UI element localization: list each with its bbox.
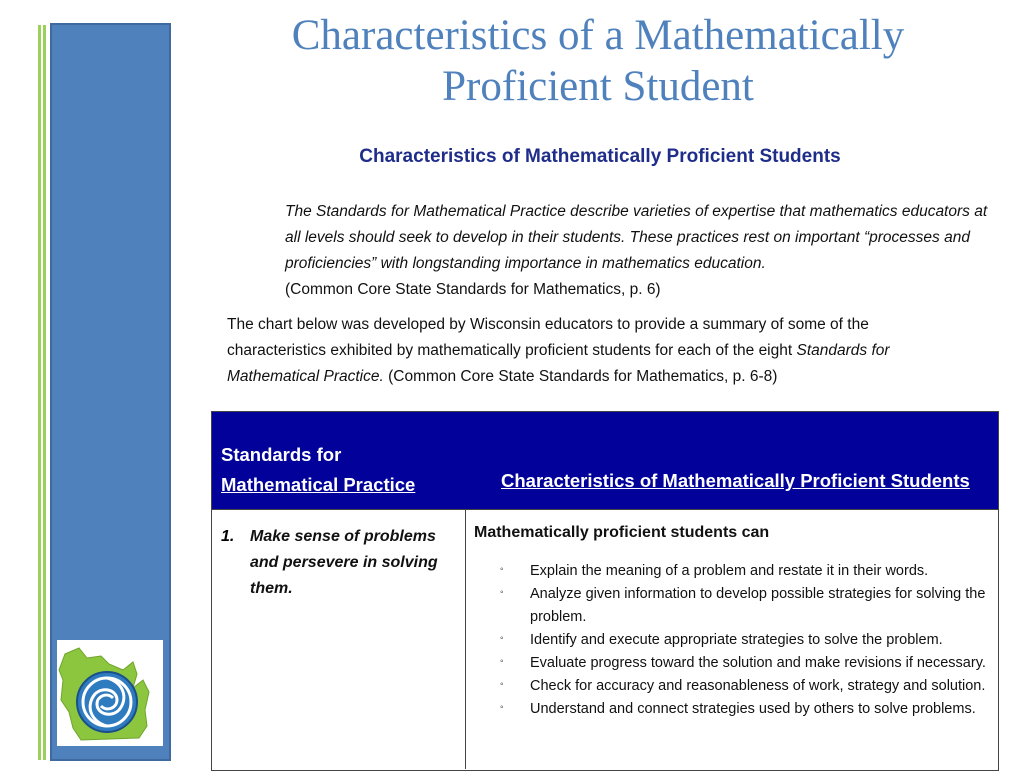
list-item: ◦ Evaluate progress toward the solution and make revisions if necessary. <box>498 652 994 675</box>
bullet-icon: ◦ <box>500 656 504 667</box>
document-heading: Characteristics of Mathematically Proficient Students <box>359 146 841 167</box>
table-header <box>212 412 998 509</box>
list-item: ◦ Explain the meaning of a problem and restate it in their words. <box>498 560 994 583</box>
practice-number: 1. <box>221 528 235 545</box>
bullet-icon: ◦ <box>500 587 504 598</box>
header-characteristics: Characteristics of Mathematically Proficient Students <box>501 470 970 491</box>
characteristics-heading: Mathematically proficient students can <box>474 524 770 541</box>
list-item: ◦ Understand and connect strategies used by others to solve problems. <box>498 698 994 721</box>
header-standards-line1: Standards for <box>221 444 342 465</box>
quote-citation: (Common Core State Standards for Mathematics, p. 6) <box>285 281 661 298</box>
intro-text: The chart below was developed by Wisconsin educators to provide a summary of some of the characteristics exhibited by mathematically proficient students for each of the eight <box>227 316 869 359</box>
list-item: ◦ Analyze given information to develop possible strategies for solving the problem. <box>498 583 994 629</box>
green-stripe-outer <box>38 25 41 760</box>
intro-citation: (Common Core State Standards for Mathematics, p. 6-8) <box>383 368 778 385</box>
intro-paragraph <box>227 312 957 390</box>
bullet-icon: ◦ <box>500 633 504 644</box>
quote-text: The Standards for Mathematical Practice describe varieties of expertise that mathematics educators at all levels should seek to develop in their students. These practices rest on important “processes and proficiencies” with longstanding importance in mathematics education. <box>285 203 988 272</box>
practice-table <box>211 411 999 771</box>
slide-title: Characteristics of a Mathematically Proficient Student <box>291 12 905 110</box>
bullet-icon: ◦ <box>500 702 504 713</box>
characteristics-list <box>498 560 994 721</box>
wisconsin-map-icon <box>57 640 163 746</box>
header-standards <box>221 440 415 500</box>
header-standards-line2: Mathematical Practice <box>221 474 416 495</box>
column-divider <box>465 509 466 769</box>
bullet-icon: ◦ <box>500 679 504 690</box>
list-item: ◦ Identify and execute appropriate strategies to solve the problem. <box>498 629 994 652</box>
intro-emphasis: Standards for Mathematical Practice. <box>227 342 890 385</box>
row-divider <box>212 509 998 510</box>
standards-quote <box>285 199 995 303</box>
green-stripe-inner <box>43 25 46 760</box>
wisconsin-logo <box>57 640 163 746</box>
practice-title: Make sense of problems and persevere in solving them. <box>250 528 438 597</box>
list-item: ◦ Check for accuracy and reasonableness of work, strategy and solution. <box>498 675 994 698</box>
bullet-icon: ◦ <box>500 564 504 575</box>
